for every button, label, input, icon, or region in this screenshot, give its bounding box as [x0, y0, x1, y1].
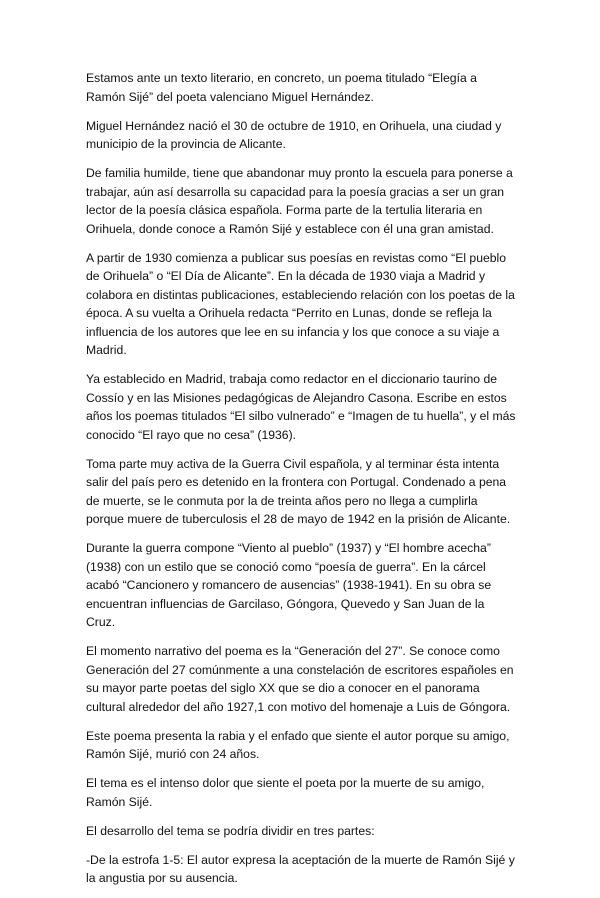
paragraph-structure: El desarrollo del tema se podría dividir en tres partes: [86, 823, 375, 838]
document-body [86, 69, 516, 898]
paragraph-theme: El tema es el intenso dolor que siente el poeta por la muerte de su amigo, Ramón Sijé. [86, 776, 485, 809]
paragraph-birth: Miguel Hernández nació el 30 de octubre de 1910, en Orihuela, una ciudad y municipio de la provincia de Alicante. [86, 118, 502, 151]
paragraph-youth: De familia humilde, tiene que abandonar muy pronto la escuela para ponerse a trabajar, aún así desarrolla su capacidad para la poesía gracias a ser un gran lector de la poesía clásica española. Forma parte de la tertulia literaria en Orihuela, donde conoce a Ramón Sijé y establece con él una gran amistad. [86, 166, 513, 236]
paragraph-civil-war: Toma parte muy activa de la Guerra Civil española, y al terminar ésta intenta salir del país pero es detenido en la frontera con Portugal. Condenado a pena de muerte, se le conmuta por la de treinta años pero no llega a cumplirla porque muere de tuberculosis el 28 de mayo de 1942 en la prisión de Alicante. [86, 456, 511, 526]
paragraph-intro: Estamos ante un texto literario, en concreto, un poema titulado “Elegía a Ramón Sijé” del poeta valenciano Miguel Hernández. [86, 71, 477, 104]
paragraph-poem-summary: Este poema presenta la rabia y el enfado que siente el autor porque su amigo, Ramón Sijé, murió con 24 años. [86, 728, 510, 761]
paragraph-war-works: Durante la guerra compone “Viento al pueblo” (1937) y “El hombre acecha” (1938) con un estilo que se conoció como “poesía de guerra”. En la cárcel acabó “Cancionero y romancero de ausencias” (1938-1941). En su obra se encuentran influencias de Garcilaso, Góngora, Quevedo y San Juan de la Cruz. [86, 541, 492, 629]
paragraph-madrid: Ya establecido en Madrid, trabaja como redactor en el diccionario taurino de Cossío y en las Misiones pedagógicas de Alejandro Casona. Escribe en estos años los poemas titulados “El silbo vulnerado” e “Imagen de tu huella”, y el más conocido “El rayo que no cesa” (1936). [86, 372, 516, 442]
paragraph-generation-27: El momento narrativo del poema es la “Generación del 27”. Se conoce como Generación del 27 comúnmente a una constelación de escritores españoles en su mayor parte poetas del siglo XX que se dio a conocer en el panorama cultural alrededor del año 1927,1 con motivo del homenaje a Luis de Góngora. [86, 644, 514, 714]
paragraph-publications: A partir de 1930 comienza a publicar sus poesías en revistas como “El pueblo de Orihuela” o “El Día de Alicante”. En la década de 1930 viaja a Madrid y colabora en distintas publicaciones, estableciendo relación con los poetas de la época. A su vuelta a Orihuela redacta “Perrito en Lunas, donde se refleja la influencia de los autores que lee en su infancia y los que conoce a su viaje a Madrid. [86, 250, 515, 357]
paragraph-part-one: -De la estrofa 1-5: El autor expresa la aceptación de la muerte de Ramón Sijé y la angustia por su ausencia. [86, 852, 515, 885]
